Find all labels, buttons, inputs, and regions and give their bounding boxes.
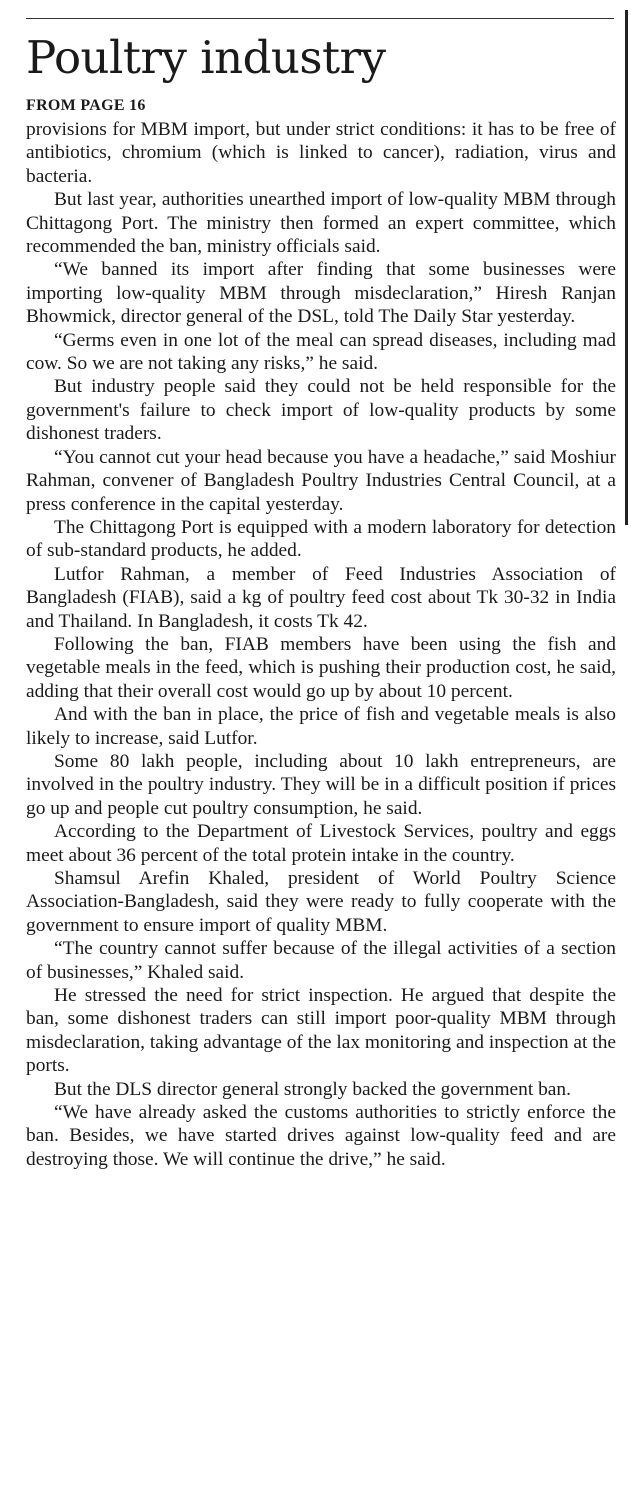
page-edge-border [625,10,628,525]
paragraph-10: And with the ban in place, the price of fish and vegetable meals is also likely to increase, said Lutfor. [26,704,616,749]
paragraph-1: provisions for MBM import, but under strict conditions: it has to be free of antibiotics, chromium (which is linked to cancer), radiation, virus and bacteria. [26,119,616,187]
paragraph-16: But the DLS director general strongly backed the government ban. [54,1078,571,1100]
paragraph-11: Some 80 lakh people, including about 10 lakh entrepreneurs, are involved in the poultry industry. They will be in a difficult position if prices go up and people cut poultry consumption, he said. [26,750,616,819]
paragraph-5: But industry people said they could not be held responsible for the government's failure to check import of low-quality products by some dishonest traders. [26,376,616,445]
paragraph-9: Following the ban, FIAB members have been using the fish and vegetable meals in the feed, which is pushing their production cost, he said, adding that their overall cost would go up by about 10 percent. [26,633,616,702]
headline: Poultry industry [26,31,386,84]
paragraph-6: “You cannot cut your head because you have a headache,” said Moshiur Rahman, convener of Bangladesh Poultry Industries Central Council, at a press conference in the capital yesterday. [26,446,616,515]
top-rule [26,18,614,19]
paragraph-8: Lutfor Rahman, a member of Feed Industries Association of Bangladesh (FIAB), said a kg of poultry feed cost about Tk 30-32 in India and Thailand. In Bangladesh, it costs Tk 42. [26,563,616,632]
paragraph-7: The Chittagong Port is equipped with a modern laboratory for detection of sub-standard products, he added. [26,516,616,562]
paragraph-14: “The country cannot suffer because of the illegal activities of a section of businesses,” Khaled said. [26,938,616,983]
paragraph-2: But last year, authorities unearthed import of low-quality MBM through Chittagong Port. The ministry then formed an expert committee, which recommended the ban, ministry officials said. [26,189,616,258]
paragraph-15: He stressed the need for strict inspection. He argued that despite the ban, some dishonest traders can still import poor-quality MBM through misdeclaration, taking advantage of the lax monitoring and inspection at the ports. [26,985,616,1077]
article-column [26,0,616,1489]
paragraph-3: “We banned its import after finding that some businesses were importing low-quality MBM through misdeclaration,” Hiresh Ranjan Bhowmick, director general of the DSL, told The Daily Star yesterday. [26,259,616,328]
paragraph-12: According to the Department of Livestock Services, poultry and eggs meet about 36 percent of the total protein intake in the country. [26,821,616,866]
paragraph-17: “We have already asked the customs authorities to strictly enforce the ban. Besides, we have started drives against low-quality feed and are destroying those. We will continue the drive,” he said. [26,1102,616,1170]
article-body [26,118,616,1171]
paragraph-13: Shamsul Arefin Khaled, president of World Poultry Science Association-Bangladesh, said they were ready to fully cooperate with the government to ensure import of quality MBM. [26,868,616,936]
paragraph-4: “Germs even in one lot of the meal can spread diseases, including mad cow. So we are not taking any risks,” he said. [26,329,616,375]
jump-line: FROM PAGE 16 [26,97,146,114]
